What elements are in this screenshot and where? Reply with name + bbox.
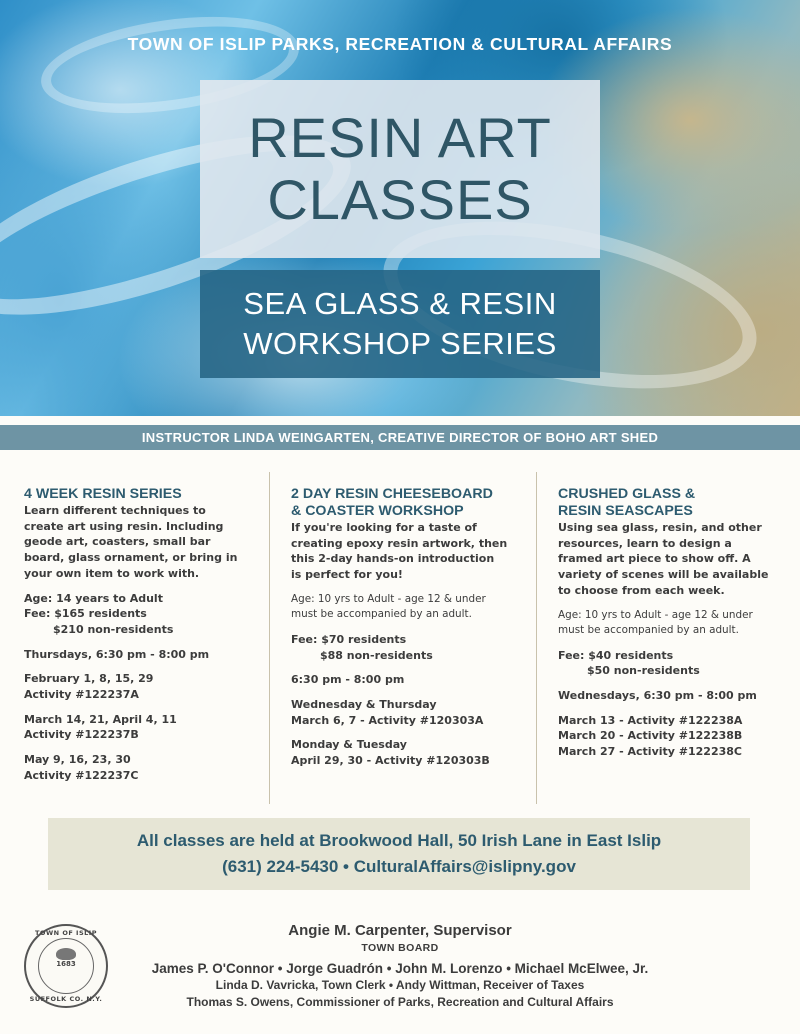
seal-top-text: TOWN OF ISLIP	[35, 929, 97, 937]
description: Learn different techniques to create art using resin. Including geode art, coasters, small bar board, glass ornament, or bring in your own item to work with.	[24, 504, 238, 580]
schedule-text: Wednesdays, 6:30 pm - 8:00 pm	[558, 688, 757, 702]
clerk-receiver: Linda D. Vavricka, Town Clerk • Andy Wittman, Receiver of Taxes	[215, 978, 585, 992]
board-members: James P. O'Connor • Jorge Guadrón • John M. Lorenzo • Michael McElwee, Jr.	[151, 961, 649, 976]
age-requirement: Age: 10 yrs to Adult - age 12 & under must be accompanied by an adult.	[558, 608, 753, 637]
town-seal-logo	[24, 924, 108, 1008]
schedule-text: Thursdays, 6:30 pm - 8:00 pm	[24, 647, 210, 661]
fee-residents: Fee: $70 residents	[291, 632, 407, 646]
column-heading: 2 DAY RESIN CHEESEBOARD & COASTER WORKSHOP	[291, 486, 493, 519]
supervisor-name: Angie M. Carpenter, Supervisor	[288, 922, 512, 939]
session-item: March 20 - Activity #122238B	[558, 729, 743, 743]
instructor-bar: INSTRUCTOR LINDA WEINGARTEN, CREATIVE DIRECTOR OF BOHO ART SHED	[0, 425, 800, 450]
session-block	[24, 671, 256, 702]
column-divider	[269, 472, 270, 804]
session-dates: March 14, 21, April 4, 11	[24, 712, 177, 726]
fee-non-residents: $88 non-residents	[320, 648, 433, 662]
subtitle-line-1: SEA GLASS & RESIN	[243, 286, 557, 321]
session-dates: May 9, 16, 23, 30	[24, 753, 131, 767]
session-dates: February 1, 8, 15, 29	[24, 672, 154, 686]
time-text: 6:30 pm - 8:00 pm	[291, 673, 405, 687]
session-item: March 27 - Activity #122238C	[558, 745, 742, 759]
session-block	[291, 697, 527, 728]
session-list	[558, 713, 784, 760]
session-activity: Activity #122237A	[24, 688, 139, 702]
session-block	[24, 712, 256, 743]
seal-bottom-text: SUFFOLK CO. N.Y.	[29, 995, 103, 1003]
column-divider	[536, 472, 537, 804]
seal-year: 1683	[56, 960, 76, 968]
age-fee-block	[24, 591, 256, 638]
fee-block	[558, 648, 784, 679]
subtitle-line-2: WORKSHOP SERIES	[243, 326, 557, 361]
hero-banner	[0, 0, 800, 416]
description: If you're looking for a taste of creating epoxy resin artwork, then this 2-day hands-on introduction is perfect for you!	[291, 521, 508, 582]
session-block	[24, 752, 256, 783]
title-line-2: CLASSES	[267, 168, 533, 231]
session-detail: March 6, 7 - Activity #120303A	[291, 713, 484, 727]
session-activity: Activity #122237C	[24, 768, 139, 782]
session-item: March 13 - Activity #122238A	[558, 713, 743, 727]
location-contact-box	[48, 818, 750, 890]
column-4-week-series	[24, 486, 256, 784]
fee-non-residents: $210 non-residents	[53, 622, 174, 636]
column-heading: CRUSHED GLASS & RESIN SEASCAPES	[558, 486, 696, 519]
commissioner: Thomas S. Owens, Commissioner of Parks, Recreation and Cultural Affairs	[186, 995, 614, 1009]
org-title: TOWN OF ISLIP PARKS, RECREATION & CULTURAL AFFAIRS	[127, 34, 673, 54]
session-activity: Activity #122237B	[24, 728, 139, 742]
session-days: Monday & Tuesday	[291, 738, 407, 752]
location-text: All classes are held at Brookwood Hall, 50 Irish Lane in East Islip	[136, 831, 662, 850]
title-line-1: RESIN ART	[248, 106, 552, 169]
fee-block	[291, 632, 527, 663]
town-board-label: TOWN BOARD	[361, 942, 439, 954]
session-days: Wednesday & Thursday	[291, 697, 437, 711]
fee-residents: Fee: $40 residents	[558, 648, 674, 662]
fee-non-residents: $50 non-residents	[587, 664, 700, 678]
contact-text: (631) 224-5430 • CulturalAffairs@islipny.gov	[222, 857, 576, 876]
age-requirement: Age: 10 yrs to Adult - age 12 & under must be accompanied by an adult.	[291, 592, 486, 621]
session-block	[291, 737, 527, 768]
fee-residents: Fee: $165 residents	[24, 607, 147, 621]
title-box	[200, 80, 600, 258]
column-crushed-glass	[558, 486, 784, 760]
subtitle-box	[200, 270, 600, 378]
age-text: Age: 14 years to Adult	[24, 591, 163, 605]
session-detail: April 29, 30 - Activity #120303B	[291, 754, 490, 768]
column-heading: 4 WEEK RESIN SERIES	[24, 486, 182, 502]
description: Using sea glass, resin, and other resources, learn to design a framed art piece to show off. A variety of scenes will be available to choose from each week.	[558, 521, 769, 597]
seal-emblem-icon	[56, 948, 76, 960]
column-2-day-workshop	[291, 486, 527, 769]
